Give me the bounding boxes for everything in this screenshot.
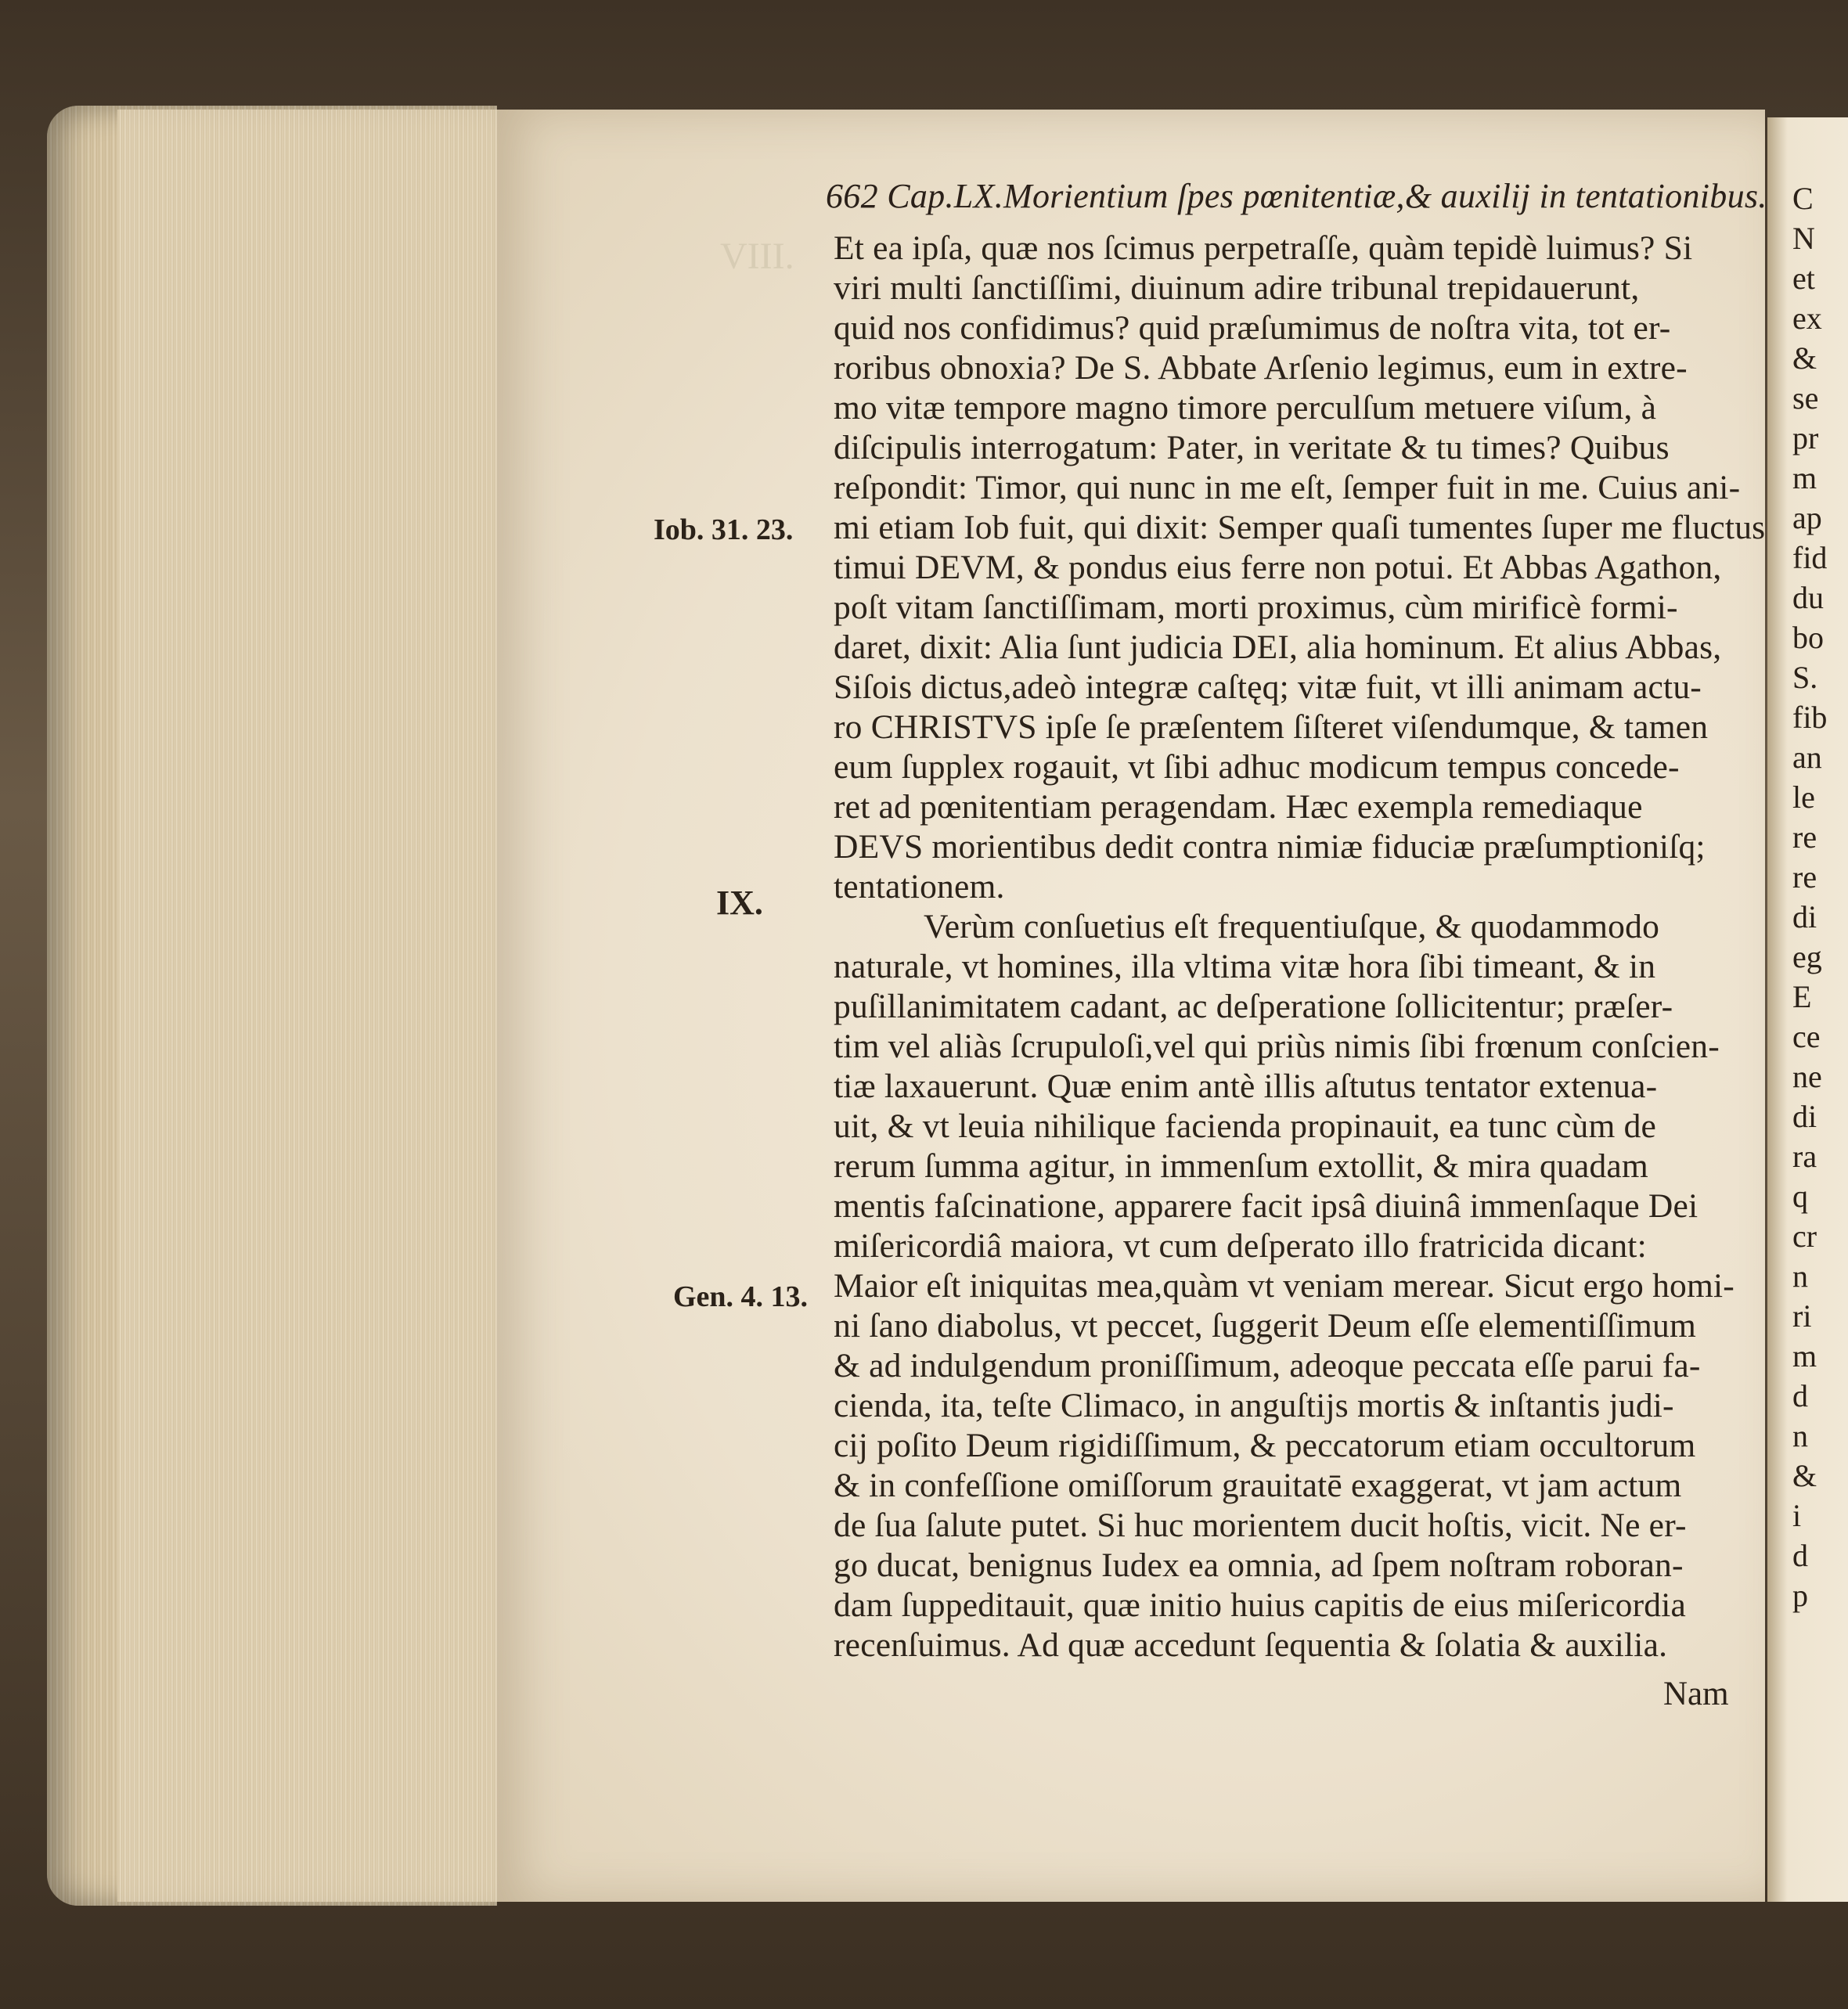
right-page-text-fragment: du bbox=[1792, 580, 1824, 615]
running-header: 662 Cap.LX.Morientium ſpes pœnitentiæ,& auxilij in tentationibus. bbox=[826, 177, 1767, 215]
right-page-text-fragment: q bbox=[1792, 1179, 1808, 1214]
text-line: Et ea ipſa, quæ nos ſcimus perpetraſſe, quàm tepidè luimus? Si bbox=[834, 229, 1693, 267]
text-line: naturale, vt homines, illa vltima vitæ hora ſibi timeant, & in bbox=[834, 948, 1656, 985]
right-page-text-fragment: ce bbox=[1792, 1019, 1821, 1054]
right-page-text-fragment: m bbox=[1792, 1338, 1817, 1374]
text-line: DEVS morientibus dedit contra nimiæ fiduciæ præſumptioniſq; bbox=[834, 828, 1706, 866]
text-line: puſillanimitatem cadant, ac deſperatione ſollicitentur; præſer- bbox=[834, 988, 1673, 1025]
text-line: & in confeſſione omiſſorum grauitatē exaggerat, vt jam actum bbox=[834, 1467, 1682, 1504]
right-page-text-fragment: S. bbox=[1792, 660, 1818, 695]
text-line: ro CHRISTVS ipſe ſe præſentem ſiſteret viſendumque, & tamen bbox=[834, 708, 1709, 746]
right-page-text-fragment: C bbox=[1792, 181, 1814, 216]
right-page-text-fragment: pr bbox=[1792, 420, 1819, 455]
catchword: Nam bbox=[1663, 1676, 1729, 1712]
right-page-text-fragment: m bbox=[1792, 460, 1817, 495]
right-page-text-fragment: ne bbox=[1792, 1059, 1822, 1094]
right-page-text-fragment: E bbox=[1792, 979, 1812, 1014]
text-line: de ſua ſalute putet. Si huc morientem ducit hoſtis, vicit. Ne er- bbox=[834, 1507, 1687, 1544]
right-page-text-fragment: ex bbox=[1792, 301, 1822, 336]
text-line: miſericordiâ maiora, vt cum deſperato illo fratricida dicant: bbox=[834, 1227, 1647, 1265]
right-page-text-fragment: ra bbox=[1792, 1139, 1817, 1174]
right-page-text-fragment: et bbox=[1792, 261, 1815, 296]
right-page-text-fragment: di bbox=[1792, 1099, 1817, 1134]
text-line: & ad indulgendum proniſſimum, adeoque peccata eſſe parui fa- bbox=[834, 1347, 1701, 1384]
text-line: rerum ſumma agitur, in immenſum extollit, & mira quadam bbox=[834, 1147, 1648, 1185]
right-page-text-fragment: p bbox=[1792, 1578, 1808, 1613]
text-line: viri multi ſanctiſſimi, diuinum adire tribunal trepidauerunt, bbox=[834, 269, 1640, 307]
text-line: tentationem. bbox=[834, 868, 1005, 905]
right-page-text-fragment: i bbox=[1792, 1498, 1802, 1533]
margin-note-gen: Gen. 4. 13. bbox=[673, 1280, 809, 1313]
text-line: uit, & vt leuia nihilique facienda propinauit, ea tunc cùm de bbox=[834, 1107, 1657, 1145]
bleed-through-section-number: VIII. bbox=[720, 236, 794, 277]
text-line: reſpondit: Timor, qui nunc in me eſt, ſemper fuit in me. Cuius ani- bbox=[834, 469, 1741, 506]
right-page-fragment bbox=[1767, 117, 1848, 1902]
text-line: ret ad pœnitentiam peragendam. Hæc exempla remediaque bbox=[834, 788, 1643, 826]
text-line: ni ſano diabolus, vt peccet, ſuggerit Deum eſſe elementiſſimum bbox=[834, 1307, 1697, 1345]
text-line: diſcipulis interrogatum: Pater, in veritate & tu times? Quibus bbox=[834, 429, 1670, 466]
text-line: quid nos confidimus? quid præſumimus de noſtra vita, tot er- bbox=[834, 309, 1671, 347]
right-page-text-fragment: bo bbox=[1792, 620, 1824, 655]
page-block-edges bbox=[117, 110, 501, 1902]
text-line: Verùm conſuetius eſt frequentiuſque, & quodammodo bbox=[924, 908, 1660, 945]
right-page-text-fragment: fid bbox=[1792, 540, 1828, 575]
right-page-text-fragment: se bbox=[1792, 380, 1819, 416]
right-page-text-fragment: & bbox=[1792, 1458, 1817, 1493]
text-line: Siſois dictus,adeò integræ caſtęq; vitæ fuit, vt illi animam actu- bbox=[834, 668, 1702, 706]
text-line: eum ſupplex rogauit, vt ſibi adhuc modicum tempus concede- bbox=[834, 748, 1680, 786]
text-line: go ducat, benignus Iudex ea omnia, ad ſpem noſtram roboran- bbox=[834, 1546, 1684, 1584]
right-page-text-fragment: ap bbox=[1792, 500, 1822, 535]
right-page-text-fragment: d bbox=[1792, 1378, 1808, 1413]
right-page-text-fragment: eg bbox=[1792, 939, 1822, 974]
text-line: mo vitæ tempore magno timore perculſum metuere viſum, à bbox=[834, 389, 1657, 427]
text-line: timui DEVM, & pondus eius ferre non potui. Et Abbas Agathon, bbox=[834, 549, 1722, 586]
right-page-text-fragment: n bbox=[1792, 1418, 1808, 1453]
text-line: cij poſito Deum rigidiſſimum, & peccatorum etiam occultorum bbox=[834, 1427, 1696, 1464]
text-line: tiæ laxauerunt. Quæ enim antè illis aſtutus tentator extenua- bbox=[834, 1068, 1658, 1105]
margin-note-section-ix: IX. bbox=[716, 884, 763, 922]
right-page-text-fragment: & bbox=[1792, 340, 1817, 376]
text-line: dam ſuppeditauit, quæ initio huius capitis de eius miſericordia bbox=[834, 1586, 1687, 1624]
right-page-text-fragment: N bbox=[1792, 221, 1815, 256]
right-page-text-fragment: le bbox=[1792, 779, 1815, 815]
right-page-text-fragment: di bbox=[1792, 899, 1817, 934]
text-line: mentis faſcinatione, apparere facit ipsâ diuinâ immenſaque Dei bbox=[834, 1187, 1699, 1225]
right-page-text-fragment: re bbox=[1792, 859, 1817, 895]
right-page-text-fragment: an bbox=[1792, 740, 1822, 775]
right-page-text-fragment: re bbox=[1792, 819, 1817, 855]
right-page-text-fragment: n bbox=[1792, 1258, 1808, 1294]
text-line: cienda, ita, teſte Climaco, in anguſtijs mortis & inſtantis judi- bbox=[834, 1387, 1674, 1424]
text-line: tim vel aliàs ſcrupuloſi,vel qui priùs nimis ſibi frœnum conſcien- bbox=[834, 1028, 1720, 1065]
right-page-text-fragment: fib bbox=[1792, 700, 1828, 735]
text-line: poſt vitam ſanctiſſimam, morti proximus, cùm mirificè formi- bbox=[834, 589, 1678, 626]
text-line: daret, dixit: Alia ſunt judicia DEI, alia hominum. Et alius Abbas, bbox=[834, 628, 1722, 666]
right-page-text-fragment: cr bbox=[1792, 1219, 1817, 1254]
right-page-text-fragment: d bbox=[1792, 1538, 1808, 1573]
text-line: recenſuimus. Ad quæ accedunt ſequentia & ſolatia & auxilia. bbox=[834, 1626, 1668, 1664]
text-line: roribus obnoxia? De S. Abbate Arſenio legimus, eum in extre- bbox=[834, 349, 1688, 387]
right-page-text-fragment: ri bbox=[1792, 1298, 1812, 1334]
margin-note-job: Iob. 31. 23. bbox=[654, 513, 794, 546]
text-line: mi etiam Iob fuit, qui dixit: Semper quaſi tumentes ſuper me fluctus bbox=[834, 509, 1766, 546]
text-line: Maior eſt iniquitas mea,quàm vt veniam merear. Sicut ergo homi- bbox=[834, 1267, 1735, 1305]
